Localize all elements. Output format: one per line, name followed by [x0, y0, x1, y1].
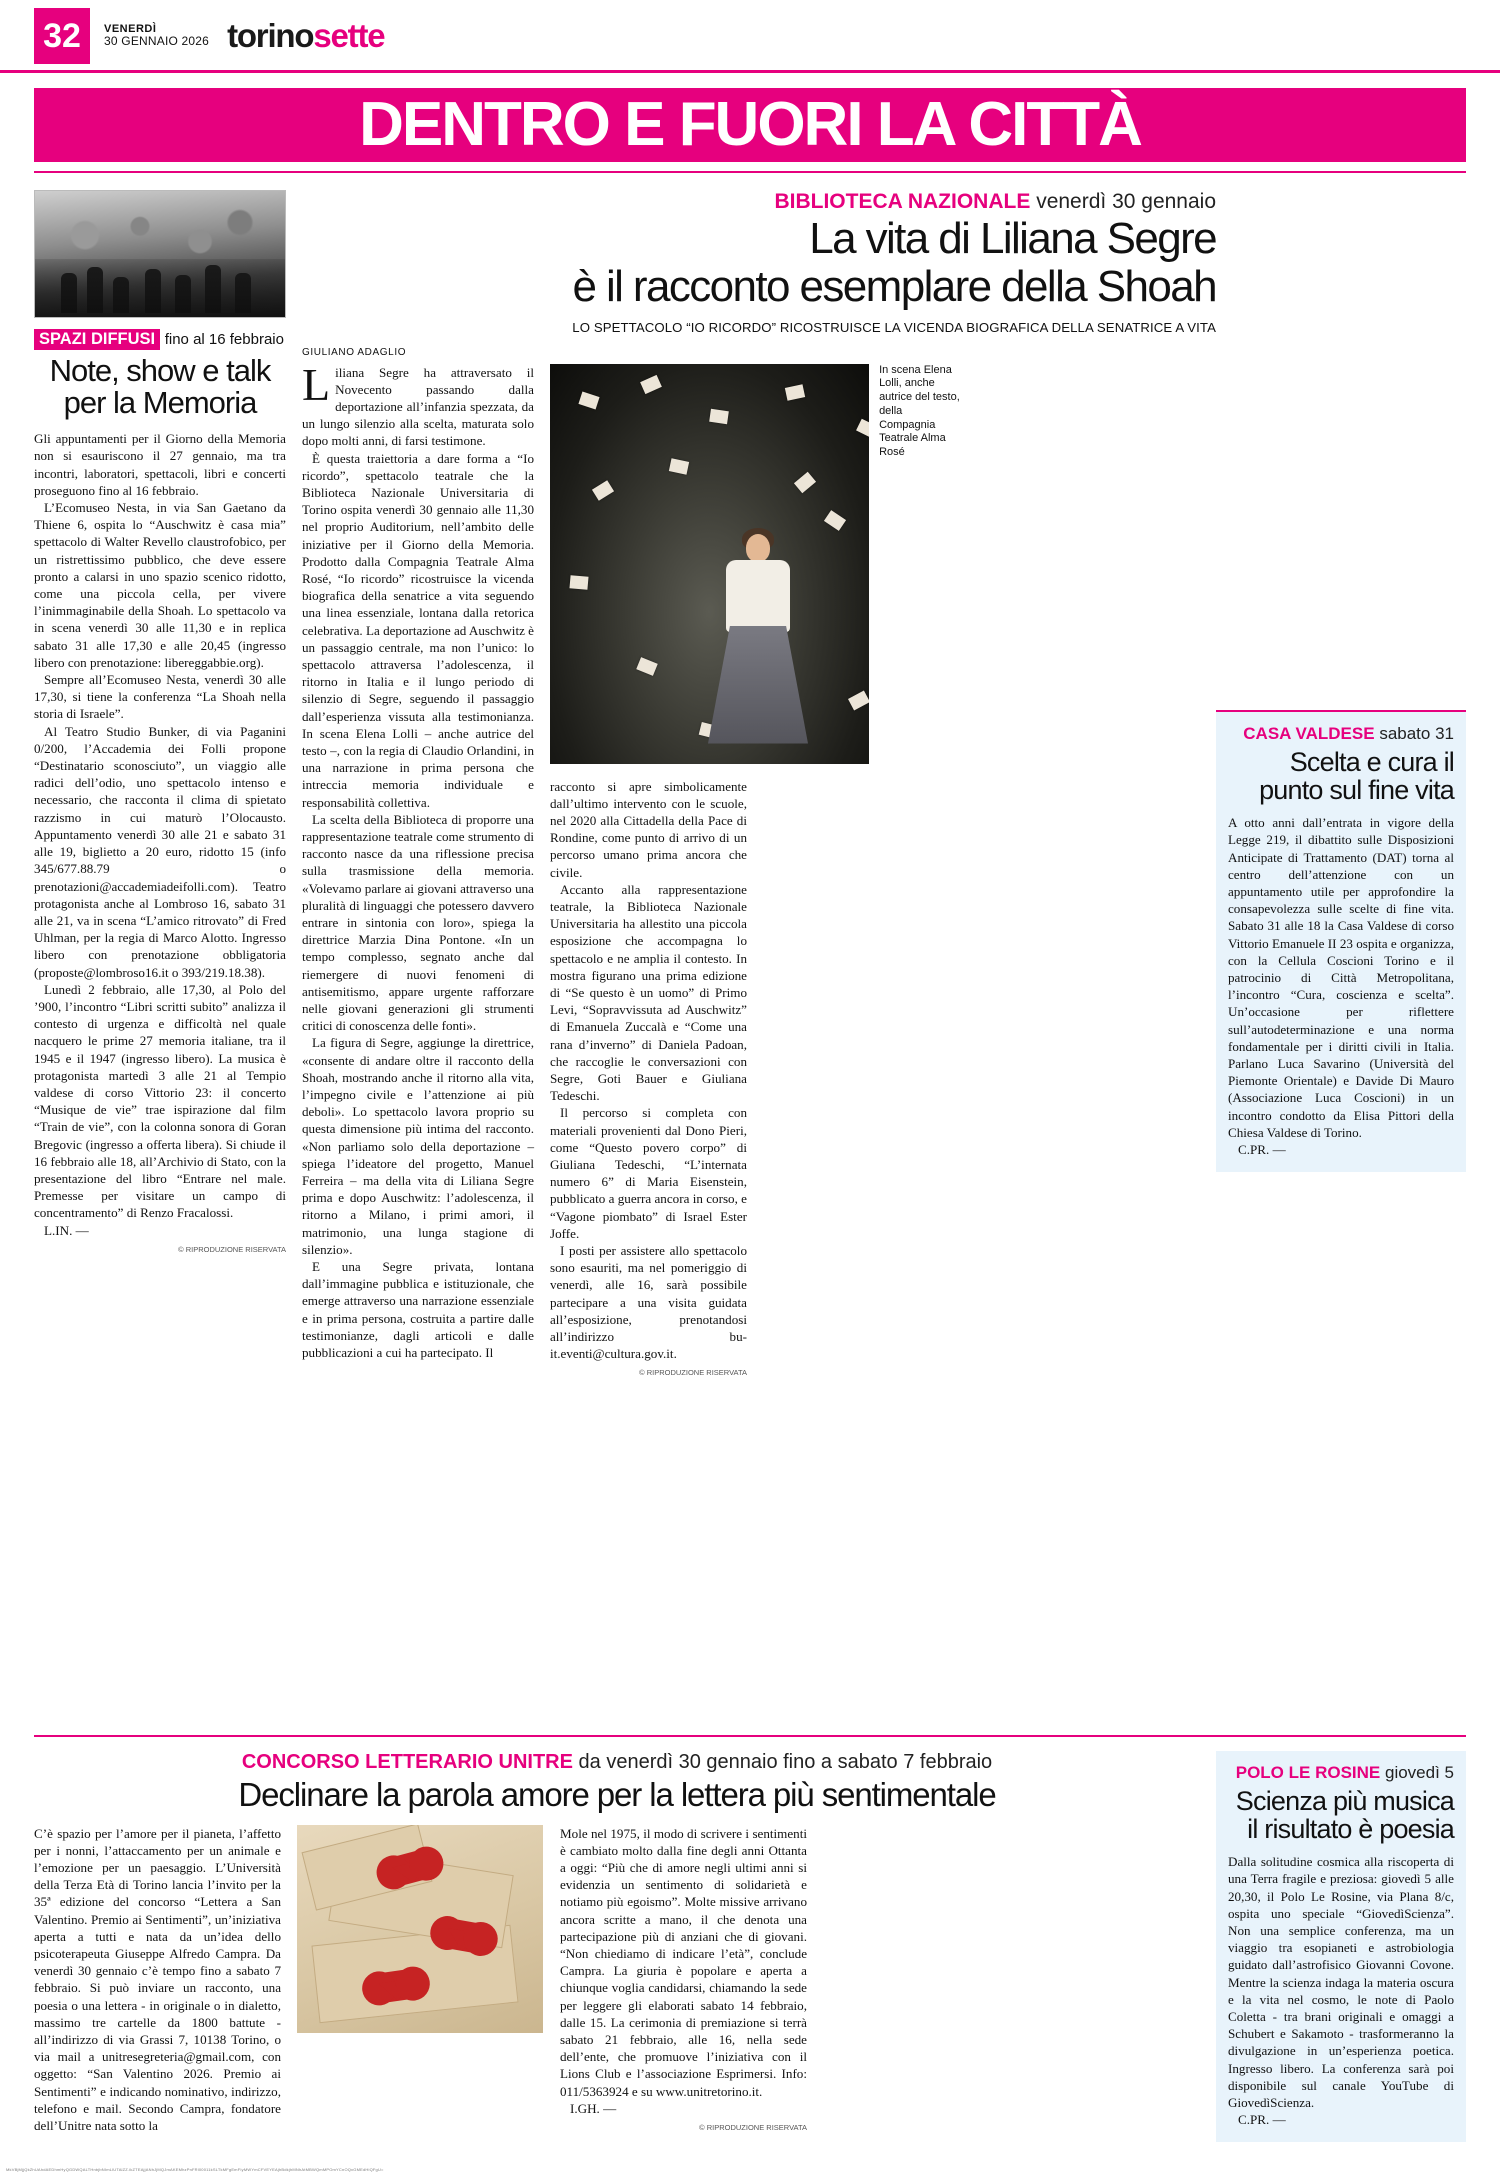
concorso-headline: Declinare la parola amore per la lettera più sentimentale [238, 1776, 996, 1813]
sidebar-kicker-badge: SPAZI DIFFUSI [34, 329, 160, 350]
main-article-body [302, 358, 1216, 1379]
concorso-copyright: © RIPRODUZIONE RISERVATA [699, 2123, 807, 2133]
main-article-copyright: © RIPRODUZIONE RISERVATA [639, 1368, 747, 1378]
concorso-photo-block [297, 1825, 544, 2135]
sidebar-article-spazi-diffusi [34, 190, 302, 1378]
masthead [0, 0, 1500, 72]
main-article-header [302, 190, 1216, 335]
masthead-date [104, 23, 209, 49]
concorso-paragraph: C’è spazio per l’amore per il pianeta, l’affetto per i nonni, l’attaccamento per un animale e l’emozione per un paesaggio. L’Università della Terza Età di Torino lancia l’invito per la 35ª edizione del concorso “Lettera a San Valentino. Premio ai Sentimenti”, un’iniziativa aperta a tutti e nata da un’idea dello psicoterapeuta Giuseppe Alfredo Campra. Da venerdì 30 gennaio c’è tempo fino a sabato 7 febbraio. Si può inviare un racconto, una poesia o una lettera - in originale o in dialetto, massimo tre cartelle da 1800 battute - all’indirizzo di via Grassi 7, 10138 Torino, o via mail a unitresegreteria@gmail.com, con oggetto: “San Valentino 2026. Premio ai Sentimenti” e indicando nominativo, indirizzo, telefono e mail. Secondo Campra, fondatore dell’Unitre nata sotto la [34, 1825, 281, 2134]
casa-valdese-kicker-date: sabato 31 [1379, 724, 1454, 743]
casa-valdese-body [1228, 814, 1454, 1158]
section-banner-title: DENTRO E FUORI LA CITTÀ [359, 90, 1141, 159]
main-article-kicker-date: venerdì 30 gennaio [1036, 190, 1216, 213]
polo-rosine-signature: C.PR. — [1238, 2112, 1286, 2128]
polo-rosine-headline: Scienza più musica il risultato è poesia [1235, 1786, 1454, 1845]
polo-rosine-body [1228, 1853, 1454, 2128]
casa-valdese-signature: C.PR. — [1238, 1142, 1286, 1158]
sidebar-headline: Note, show e talk per la Memoria [49, 353, 271, 420]
concorso-kicker-date: da venerdì 30 gennaio fino a sabato 7 febbraio [578, 1751, 993, 1773]
concorso-kicker-source: CONCORSO LETTERARIO UNITRE [241, 1751, 573, 1773]
concorso-paragraph: Mole nel 1975, il modo di scrivere i sentimenti è cambiato molto dalla fine degli anni Ottanta a oggi: “Più che di amore negli ultimi anni si evidenzia un sentimento di solidarietà e notiamo più egoismo”. Molte missive arrivano ancora scritte a mano, il che denota una partecipazione più di anziani che di giovani. “Non chiediamo di indicare l’età”, conclude Campra. La giuria è popolare e aperta a chiunque voglia candidarsi, chiamando la sede per leggere gli elaborati sabato 14 febbraio, dalle 15. La cerimonia di premiazione si terrà sabato 21 febbraio, alle 16, nella sede dell’ente, che promuove l’iniziativa con il Lions Club e l’associazione Esprimersi. Info: 011/5363924 e su www.unitretorino.it. [560, 1825, 807, 2099]
casa-valdese-box [1216, 712, 1466, 1172]
concorso-column-2 [560, 1825, 807, 2135]
main-article-paragraph: racconto si apre simbolicamente dall’ultimo intervento con le scuole, nel 2020 alla Cittadella della Pace di Rondine, come punto di arrivo di un percorso umano prima ancora che civile. [550, 778, 747, 880]
concorso-kicker [34, 1751, 1200, 1774]
main-article-column-1 [302, 358, 534, 1379]
banner-underline [34, 171, 1466, 173]
polo-rosine-kicker [1228, 1763, 1454, 1783]
main-article-photo-block [550, 364, 960, 1379]
main-article-headline-line1: La vita di Liliana Segre [809, 214, 1216, 263]
main-content [34, 190, 1466, 1378]
sidebar-photo [34, 190, 286, 318]
sidebar-kicker [34, 330, 286, 349]
main-article-paragraph: È questa traiettoria a dare forma a “Io ricordo”, spettacolo teatrale che la Biblioteca Nazionale Universitaria di Torino ospita venerdì 30 gennaio alle 11,30 nel proprio Auditorium, nell’ambito delle iniziative per il Giorno della Memoria. Prodotto dalla Compagnia Teatrale Alma Rosé, “Io ricordo” ricostruisce la vicenda biografica della senatrice a vita seguendo una linea essenziale, lontana dalla retorica celebrativa. La deportazione ad Auschwitz è un passaggio centrale, ma non l’unico: lo spettacolo attraversa l’adolescenza, il ritorno in Italia e il lungo periodo di silenzio di Segre, seguendo il passaggio dall’esperienza vissuta alla testimonianza. In scena Elena Lolli – anche autrice del testo –, con la regia di Claudio Orlandini, in una narrazione in prima persona che intreccia memoria individuale e responsabilità collettiva. [302, 450, 534, 810]
main-article-paragraph: Liliana Segre ha attraversato il Novecento passando dalla deportazione all’infanzia spezzata, da un lungo silenzio alla scelta, maturata solo dopo molti anni, di farsi testimone. [302, 358, 534, 449]
polo-rosine-kicker-date: giovedì 5 [1385, 1763, 1454, 1782]
main-article-paragraph: I posti per assistere allo spettacolo sono esauriti, ma nel pomeriggio di venerdì, alle 16, sarà possibile partecipare a una visita guidata all’esposizione, prenotandosi all’indirizzo bu-it.eventi@cultura.gov.it. [550, 1242, 747, 1362]
footer-barcode-text: MkVBjMjjQkZhUAhdAEDhmHyQGDWQALTHnbjbNImLlUTAlZZ.ikZTEAjjANhJjMQJmAKEMhzPnFRl00011kSLTkMFgEmFIyMWYmCFVEYEAjhBdkjhMNhAtMBWQmMPOmYCnOQxGMEdHiQFgU= [6, 2167, 384, 2172]
logo-part-torino: torino [227, 17, 314, 54]
stage-photo [550, 364, 869, 764]
main-article-paragraph: Il percorso si completa con materiali provenienti dal Dono Pieri, come “Questo povero corpo” di Giuliana Tedeschi, “L’internata numero 6” di Maria Eisenstein, pubblicato a guerra ancora in corso, e “Vagone piombato” di Israel Ester Joffe. [550, 1105, 747, 1241]
main-article-paragraph: La figura di Segre, aggiunge la direttrice, «consente di andare oltre il racconto della Shoah, mostrando anche il ritorno alla vita, l’impegno civile e l’attenzione ai più deboli». Lo spettacolo lavora proprio su questa dimensione più intima del racconto. «Non parliamo solo della deportazione – spiega l’ideatore del progetto, Manuel Ferreira – ma della vita di Liliana Segre prima e dopo Auschwitz: l’adolescenza, il ritorno a Milano, i primi amori, il matrimonio, una lunga stagione di silenzio». [302, 1035, 534, 1257]
sidebar-paragraph: Gli appuntamenti per il Giorno della Memoria non si esauriscono il 27 gennaio, ma tra incontri, laboratori, spettacoli, libri e concerti proseguono fino al 16 febbraio. [34, 431, 286, 498]
sidebar-copyright: © RIPRODUZIONE RISERVATA [178, 1244, 286, 1254]
main-article-subhead: LO SPETTACOLO “IO RICORDO” RICOSTRUISCE LA VICENDA BIOGRAFICA DELLA SENATRICE A VITA [572, 319, 1216, 335]
publication-logo [227, 17, 384, 55]
masthead-day-of-week: VENERDÌ [104, 22, 157, 35]
casa-valdese-kicker-source: CASA VALDESE [1243, 724, 1375, 743]
polo-rosine-article [1216, 1751, 1466, 2142]
masthead-rule [0, 70, 1500, 73]
casa-valdese-kicker [1228, 724, 1454, 744]
envelopes-photo [297, 1825, 543, 2033]
masthead-date-text: 30 GENNAIO 2026 [104, 34, 210, 49]
polo-rosine-paragraph: Dalla solitudine cosmica alla riscoperta di una Terra fragile e preziosa: giovedì 5 alle 20,30, il Polo Le Rosine, via Plana 8/c, ospita uno speciale “GiovedìScienza”. Non una semplice conferenza, ma un viaggio tra esopianeti e astrobiologia guidato dall’astrofisico Giovanni Covone. Mentre la scienza indaga la materia oscura e la vita nel cosmo, le note di Paolo Coletta - tra brani originali e omaggi a Schubert e Sakamoto - trasformeranno la divulgazione in un’esperienza poetica. Ingresso libero. La conferenza sarà poi disponibile sul canale YouTube di GiovedìScienza. [1228, 1854, 1454, 2110]
logo-part-sette: sette [313, 17, 385, 54]
concorso-header [34, 1751, 1200, 1813]
main-article-headline-line2: è il racconto esemplare della Shoah [572, 261, 1216, 311]
concorso-column-1 [34, 1825, 281, 2135]
sidebar-kicker-sub: fino al 16 febbraio [164, 331, 284, 348]
main-article-column-2 [550, 778, 747, 1379]
sidebar-paragraph: Al Teatro Studio Bunker, di via Paganini 0/200, l’Accademia dei Folli propone “Destinatario sconosciuto”, un viaggio alle radici dell’odio, uno spettacolo intenso e necessario, che racconta il clima di spietato razzismo in cui maturò l’Olocausto. Appuntamento venerdì 30 alle 21 e sabato 31 alle 19, biglietto a 20 euro, ridotto 15 (info 345/677.88.79 o prenotazioni@accademiadeifolli.com). Teatro protagonista anche al Lombroso 16, sabato 31 alle 21, va in scena “L’amico ritrovato” di Fred Uhlman, per la regia di Marco Alotto. Ingresso libero con prenotazione obbligatoria (proposte@lombroso16.it o 393/219.18.38). [34, 723, 286, 980]
main-article-column-spacer [763, 778, 960, 1379]
stage-photo-caption: In scena Elena Lolli, anche autrice del testo, della Compagnia Teatrale Alma Rosé [879, 363, 960, 458]
main-article [302, 190, 1216, 1378]
bottom-top-rule [34, 1735, 1466, 1737]
concorso-signature: I.GH. — [570, 2100, 617, 2116]
sidebar-paragraph: Sempre all’Ecomuseo Nesta, venerdì 30 alle 17,30, si tiene la conferenza “La Shoah nella storia di Israele”. [34, 672, 286, 722]
main-article-paragraph: E una Segre privata, lontana dall’immagine pubblica e istituzionale, che emerge attraverso una narrazione essenziale e in prima persona, costruita a partire dalle testimonianze, dagli articoli e dalle pubblicazioni a cui ha partecipato. Il [302, 1259, 534, 1361]
main-article-paragraph: Accanto alla rappresentazione teatrale, la Biblioteca Nazionale Universitaria ha allestito una piccola esposizione che accompagna lo spettacolo e ne amplia il contesto. In mostra figurano una prima edizione di “Se questo è un uomo” di Primo Levi, “Sopravvissuta ad Auschwitz” di Emanuela Zuccalà e “Come una rana d’inverno” di Daniela Padoan, che raccoglie le conversazioni con Segre, Goti Bauer e Giuliana Tedeschi. [550, 881, 747, 1104]
concorso-body [34, 1825, 1200, 2135]
section-banner [34, 88, 1466, 162]
sidebar-body [34, 430, 286, 1239]
casa-valdese-article [1216, 190, 1466, 1378]
sidebar-paragraph: Lunedì 2 febbraio, alle 17,30, al Polo del ’900, l’incontro “Libri scritti subito” analizza il contesto di urgenza e difficoltà nel quale nacquero le prime 27 memoria italiane, tra il 1945 e il 1947 (ingresso libero). La musica è protagonista martedì 3 alle 21 al Tempio valdese di corso Vittorio 23: il concerto “Musique de vie” trae ispirazione dal film “Train de vie”, con la colonna sonora di Goran Bregovic (ingresso a offerta libera). Si chiude il 16 febbraio alle 18, all’Archivio di Stato, con la presentazione del libro “Entrare nel male. Premesse per visitare un campo di concentramento” di Renzo Fracalossi. [34, 981, 286, 1221]
top-area [34, 190, 1466, 1378]
page-number: 32 [34, 8, 90, 64]
main-article-kicker [302, 190, 1216, 214]
bottom-section [34, 1735, 1466, 2142]
sidebar-paragraph: L’Ecomuseo Nesta, in via San Gaetano da Thiene 6, ospita lo “Auschwitz è casa mia” spettacolo di Walter Revello claustrofobico, per un ristrettissimo pubblico, che deve essere pronto a calarsi in uno spazio scenico ridotto, come una piccola cella, per vivere l’inimmaginabile della Shoah. Lo spettacolo va in scena venerdì 30 alle 11,30 e in replica sabato 31 alle 17,30 e alle 20,45 (ingresso libero con prenotazione: libereggabbie.org). [34, 500, 286, 670]
polo-rosine-kicker-source: POLO LE ROSINE [1235, 1763, 1381, 1782]
main-article-byline: GIULIANO ADAGLIO [302, 346, 407, 358]
main-article-kicker-source: BIBLIOTECA NAZIONALE [774, 190, 1031, 213]
main-article-paragraph: La scelta della Biblioteca di proporre una rappresentazione teatrale come strumento di racconto nasce da una riflessione precisa sulla trasmissione della memoria. «Volevamo parlare ai giovani attraverso una pluralità di linguaggi che potessero davvero entrare in sintonia con loro», spiega la direttrice Marzia Dina Pontone. «In un tempo complesso, segnato anche dal riemergere di nuovi fenomeni di antisemitismo, appare urgente rafforzare nelle giovani generazioni gli strumenti critici di conoscenza delle fonti». [302, 811, 534, 1034]
concorso-article [34, 1751, 1200, 2142]
polo-rosine-box [1216, 1751, 1466, 2142]
casa-valdese-headline: Scelta e cura il punto sul fine vita [1259, 747, 1454, 806]
casa-valdese-paragraph: A otto anni dall’entrata in vigore della Legge 219, il dibattito sulle Disposizioni Anticipate di Trattamento (DAT) torna al centro dell’attenzione con un appuntamento utile per approfondire la consapevolezza sulle scelte di fine vita. Sabato 31 alle 18 la Casa Valdese di corso Vittorio Emanuele II 23 ospita e organizza, con la Cellula Coscioni Torino e il patrocinio di Città Metropolitana, l’incontro “Cura, coscienza e scelta”. Un’occasione per riflettere sull’autodeterminazione e una norma fondamentale per i diritti civili in Italia. Parlano Luca Savarino (Università del Piemonte Orientale) e Davide Di Mauro (Associazione Luca Coscioni) in un incontro condotto da Elisa Pittori della Chiesa Valdese di Torino. [1228, 815, 1454, 1140]
sidebar-signature: L.IN. — [44, 1222, 89, 1238]
